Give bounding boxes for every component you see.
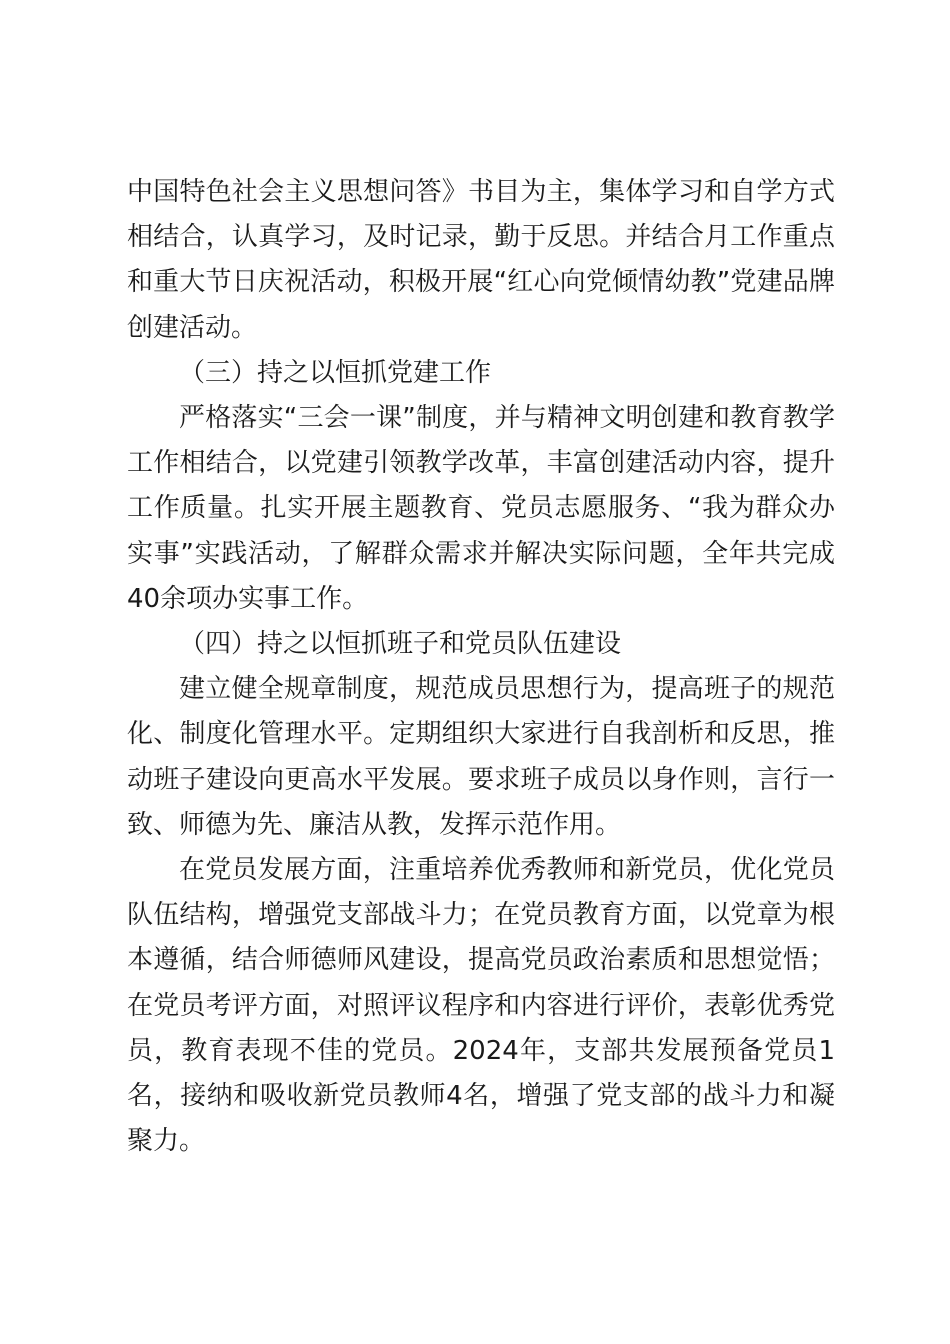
section-heading-4: （四）持之以恒抓班子和党员队伍建设 [179,629,622,660]
paragraph-team-building: 建立健全规章制度，规范成员思想行为，提高班子的规范化、制度化管理水平。定期组织大家进行自我剖析和反思，推动班子建设向更高水平发展。要求班子成员以身作则，言行一致、师德为先、廉洁从教，发挥示范作用。 [127,674,835,840]
document-body [127,170,835,1164]
paragraph-party-building-work: 严格落实“三会一课”制度，并与精神文明创建和教育教学工作相结合，以党建引领教学改革，丰富创建活动内容，提升工作质量。扎实开展主题教育、党员志愿服务、“我为群众办实事”实践活动，了解群众需求并解决实际问题，全年共完成40余项办实事工作。 [127,403,835,614]
paragraph-member-development: 在党员发展方面，注重培养优秀教师和新党员，优化党员队伍结构，增强党支部战斗力；在党员教育方面，以党章为根本遵循，结合师德师风建设，提高党员政治素质和思想觉悟；在党员考评方面，对照评议程序和内容进行评价，表彰优秀党员，教育表现不佳的党员。2024年，支部共发展预备党员1名，接纳和吸收新党员教师4名，增强了党支部的战斗力和凝聚力。 [127,855,835,1157]
section-heading-3: （三）持之以恒抓党建工作 [179,357,492,388]
paragraph-continuation: 中国特色社会主义思想问答》书目为主，集体学习和自学方式相结合，认真学习，及时记录，勤于反思。并结合月工作重点和重大节日庆祝活动，积极开展“红心向党倾情幼教”党建品牌创建活动。 [127,177,835,343]
